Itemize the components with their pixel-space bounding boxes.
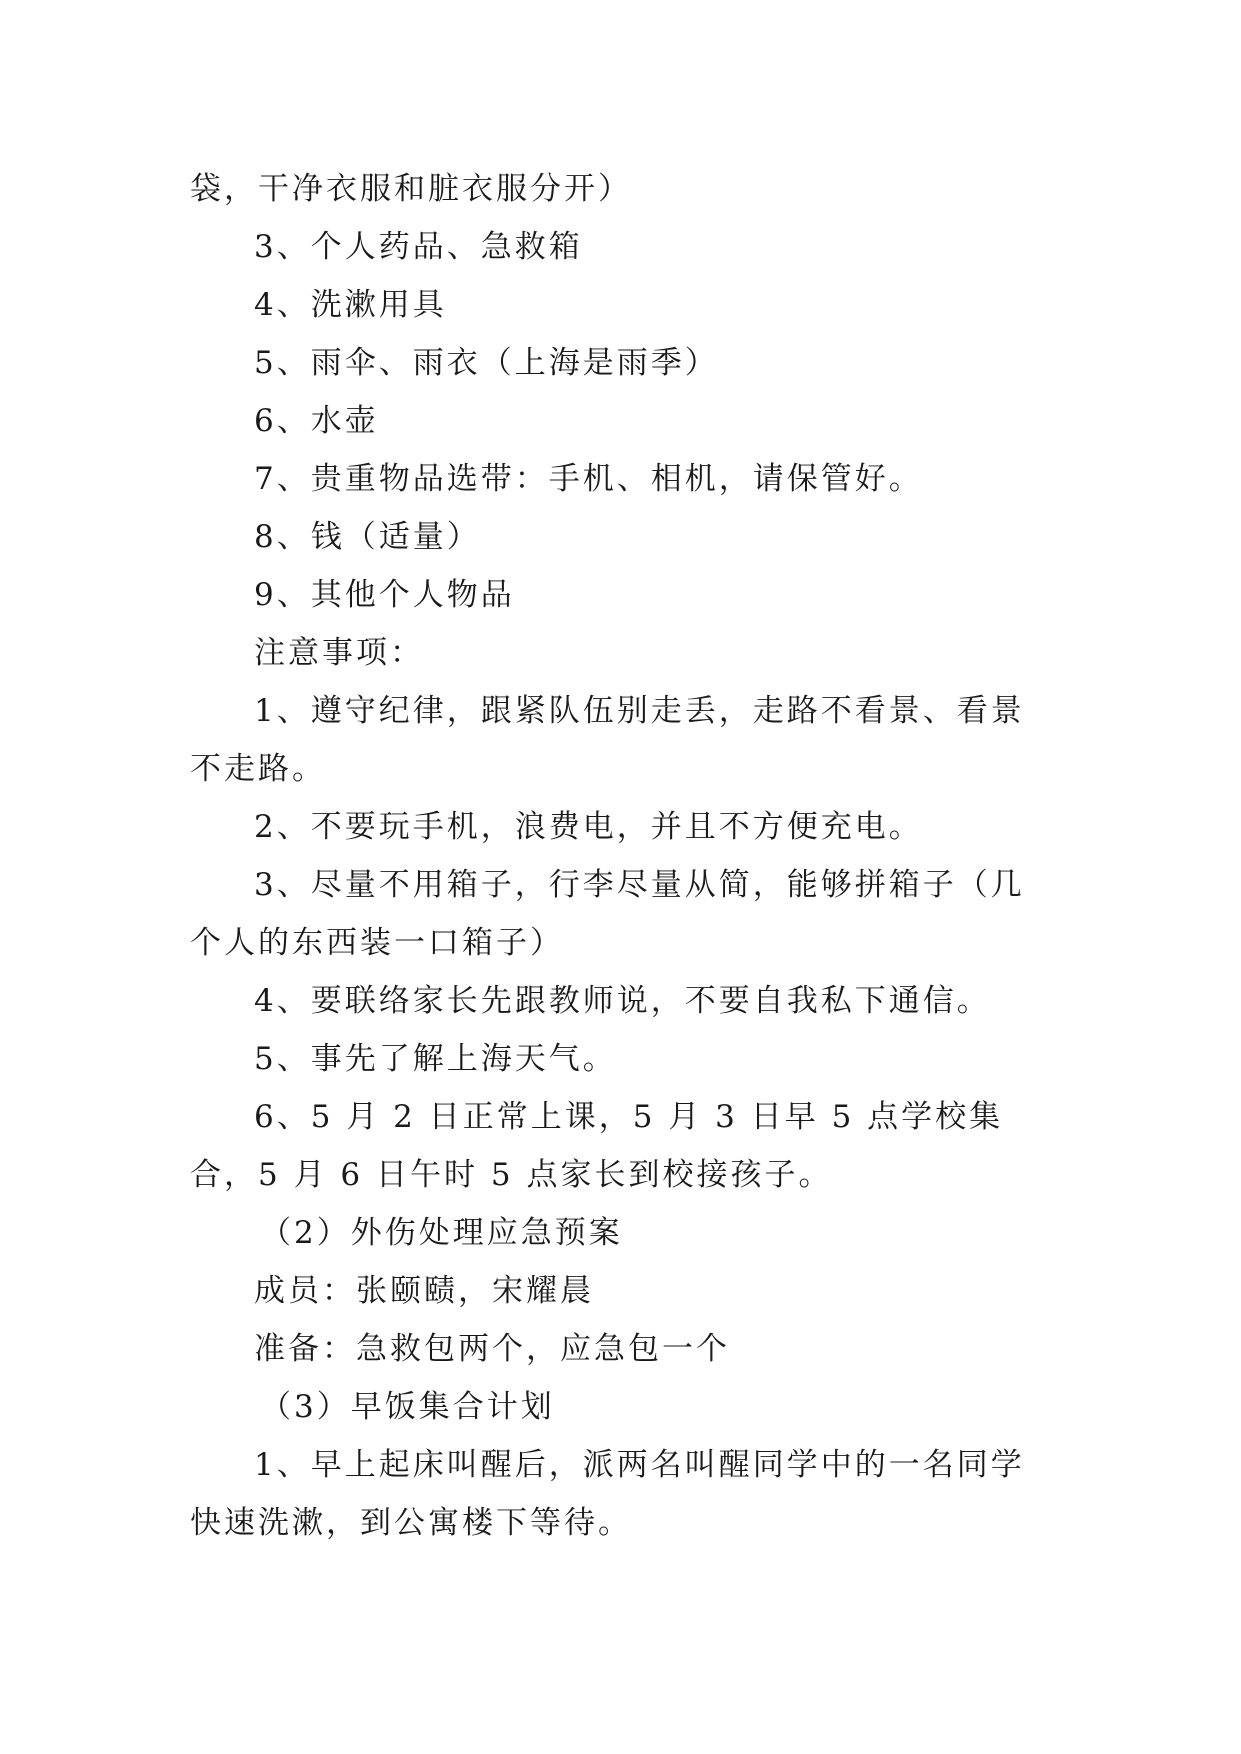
note-item-luggage: 3、尽量不用箱子，行李尽量从简，能够拼箱子（几个人的东西装一口箱子） bbox=[190, 867, 1025, 961]
injury-plan-members: 成员：张颐赜，宋耀晨 bbox=[254, 1273, 594, 1309]
paragraph-continuation: 袋，干净衣服和脏衣服分开） bbox=[190, 171, 632, 207]
note-item-discipline: 1、遵守纪律，跟紧队伍别走丢，走路不看景、看景不走路。 bbox=[190, 693, 1025, 787]
note-item-schedule: 6、5 月 2 日正常上课，5 月 3 日早 5 点学校集合，5 月 6 日午时 5 点家长到校接孩子。 bbox=[190, 1099, 1004, 1193]
list-item-kettle: 6、水壶 bbox=[254, 403, 379, 439]
injury-plan-preparation: 准备：急救包两个，应急包一个 bbox=[254, 1331, 730, 1367]
list-item-personal-items: 9、其他个人物品 bbox=[254, 577, 515, 613]
note-item-phone: 2、不要玩手机，浪费电，并且不方便充电。 bbox=[254, 809, 923, 845]
list-item-first-aid: 3、个人药品、急救箱 bbox=[254, 229, 583, 265]
list-item-toiletries: 4、洗漱用具 bbox=[254, 287, 447, 323]
section-heading-notes: 注意事项： bbox=[254, 635, 424, 671]
note-item-weather: 5、事先了解上海天气。 bbox=[254, 1041, 617, 1077]
note-item-contact: 4、要联络家长先跟教师说，不要自我私下通信。 bbox=[254, 983, 991, 1019]
breakfast-plan-item: 1、早上起床叫醒后，派两名叫醒同学中的一名同学快速洗漱，到公寓楼下等待。 bbox=[190, 1447, 1025, 1541]
section-heading-injury-plan: （2）外伤处理应急预案 bbox=[260, 1215, 623, 1251]
section-heading-breakfast-plan: （3）早饭集合计划 bbox=[260, 1389, 555, 1425]
document-page bbox=[190, 160, 1050, 1552]
list-item-umbrella: 5、雨伞、雨衣（上海是雨季） bbox=[254, 345, 719, 381]
list-item-money: 8、钱（适量） bbox=[254, 519, 481, 555]
list-item-valuables: 7、贵重物品选带：手机、相机，请保管好。 bbox=[254, 461, 923, 497]
